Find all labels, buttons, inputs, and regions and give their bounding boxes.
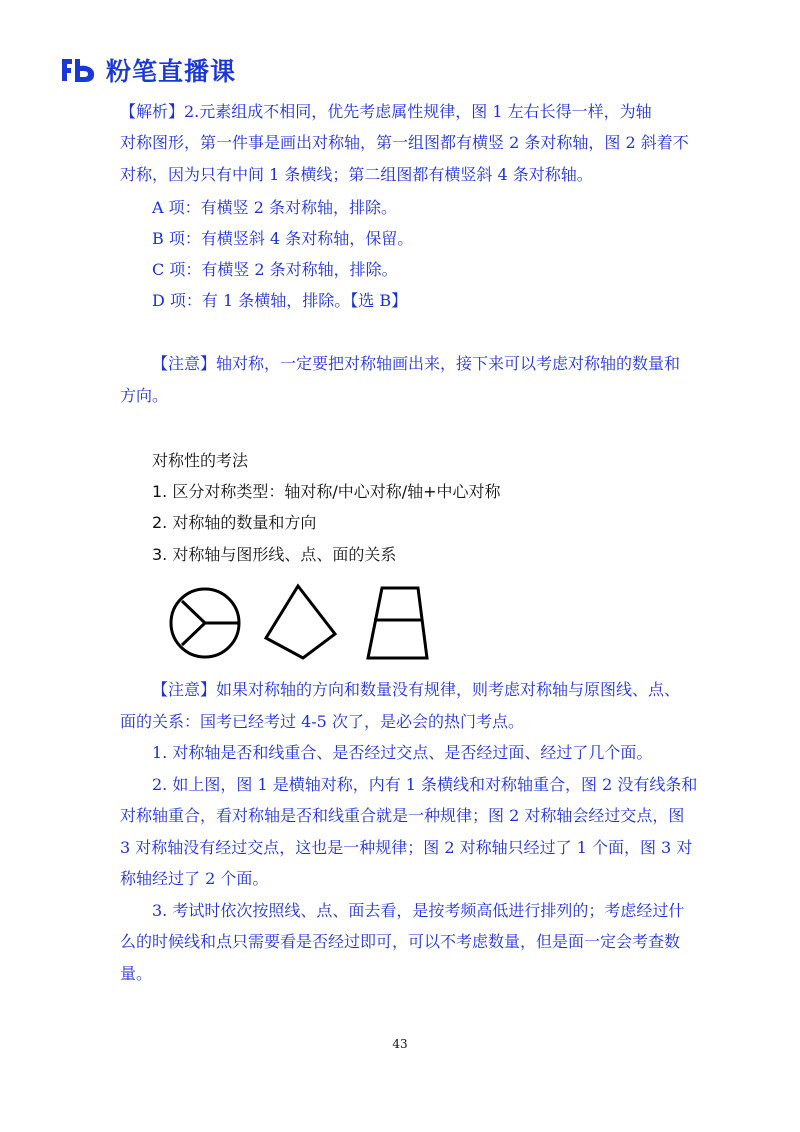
option-b: B 项：有横竖斜 4 条对称轴，保留。 bbox=[152, 229, 414, 248]
note2-point-2b: 对称轴重合，看对称轴是否和线重合就是一种规律；图 2 对称轴会经过交点，图 bbox=[120, 806, 685, 825]
analysis-line-2: 对称图形，第一件事是画出对称轴，第一组图都有横竖 2 条对称轴，图 2 斜着不 bbox=[120, 133, 689, 152]
note2-point-3b: 么的时候线和点只需要看是否经过即可，可以不考虑数量，但是面一定会考查数 bbox=[120, 932, 681, 951]
note2-line-2: 面的关系：国考已经考过 4-5 次了，是必会的热门考点。 bbox=[120, 712, 524, 731]
method-item-3: 3. 对称轴与图形线、点、面的关系 bbox=[152, 545, 397, 564]
note2-point-3a: 3. 考试时依次按照线、点、面去看，是按考频高低进行排列的；考虑经过什 bbox=[152, 901, 685, 920]
symmetry-figures bbox=[160, 578, 450, 668]
methods-title: 对称性的考法 bbox=[152, 451, 249, 470]
option-a: A 项：有横竖 2 条对称轴，排除。 bbox=[152, 198, 397, 217]
fb-logo-icon bbox=[58, 55, 98, 85]
note2-point-2a: 2. 如上图，图 1 是横轴对称，内有 1 条横线和对称轴重合，图 2 没有线条和 bbox=[152, 775, 698, 794]
method-item-1: 1. 区分对称类型：轴对称/中心对称/轴+中心对称 bbox=[152, 482, 501, 501]
brand-title: 粉笔直播课 bbox=[106, 57, 237, 86]
note1-line-2: 方向。 bbox=[120, 386, 169, 405]
analysis-line-1: 【解析】2.元素组成不相同，优先考虑属性规律，图 1 左右长得一样，为轴 bbox=[120, 102, 652, 121]
option-d: D 项：有 1 条横轴，排除。【选 B】 bbox=[152, 291, 408, 310]
option-c: C 项：有横竖 2 条对称轴，排除。 bbox=[152, 260, 398, 279]
page-number: 43 bbox=[392, 1037, 408, 1051]
note2-point-2c: 3 对称轴没有经过交点，这也是一种规律；图 2 对称轴只经过了 1 个面，图 3 对 bbox=[120, 838, 693, 857]
header bbox=[58, 52, 236, 88]
method-item-2: 2. 对称轴的数量和方向 bbox=[152, 513, 317, 532]
figure-1-circle-y bbox=[171, 589, 239, 657]
note1-line-1: 【注意】轴对称，一定要把对称轴画出来，接下来可以考虑对称轴的数量和 bbox=[152, 354, 681, 373]
note2-line-1: 【注意】如果对称轴的方向和数量没有规律，则考虑对称轴与原图线、点、 bbox=[152, 680, 681, 699]
note2-point-1: 1. 对称轴是否和线重合、是否经过交点、是否经过面、经过了几个面。 bbox=[152, 743, 653, 762]
figure-3-trapezoid bbox=[368, 588, 427, 658]
note2-point-3c: 量。 bbox=[120, 964, 153, 983]
analysis-line-3: 对称，因为只有中间 1 条横线；第二组图都有横竖斜 4 条对称轴。 bbox=[120, 165, 593, 184]
figure-2-pentagon bbox=[266, 586, 335, 658]
note2-point-2d: 称轴经过了 2 个面。 bbox=[120, 869, 269, 888]
